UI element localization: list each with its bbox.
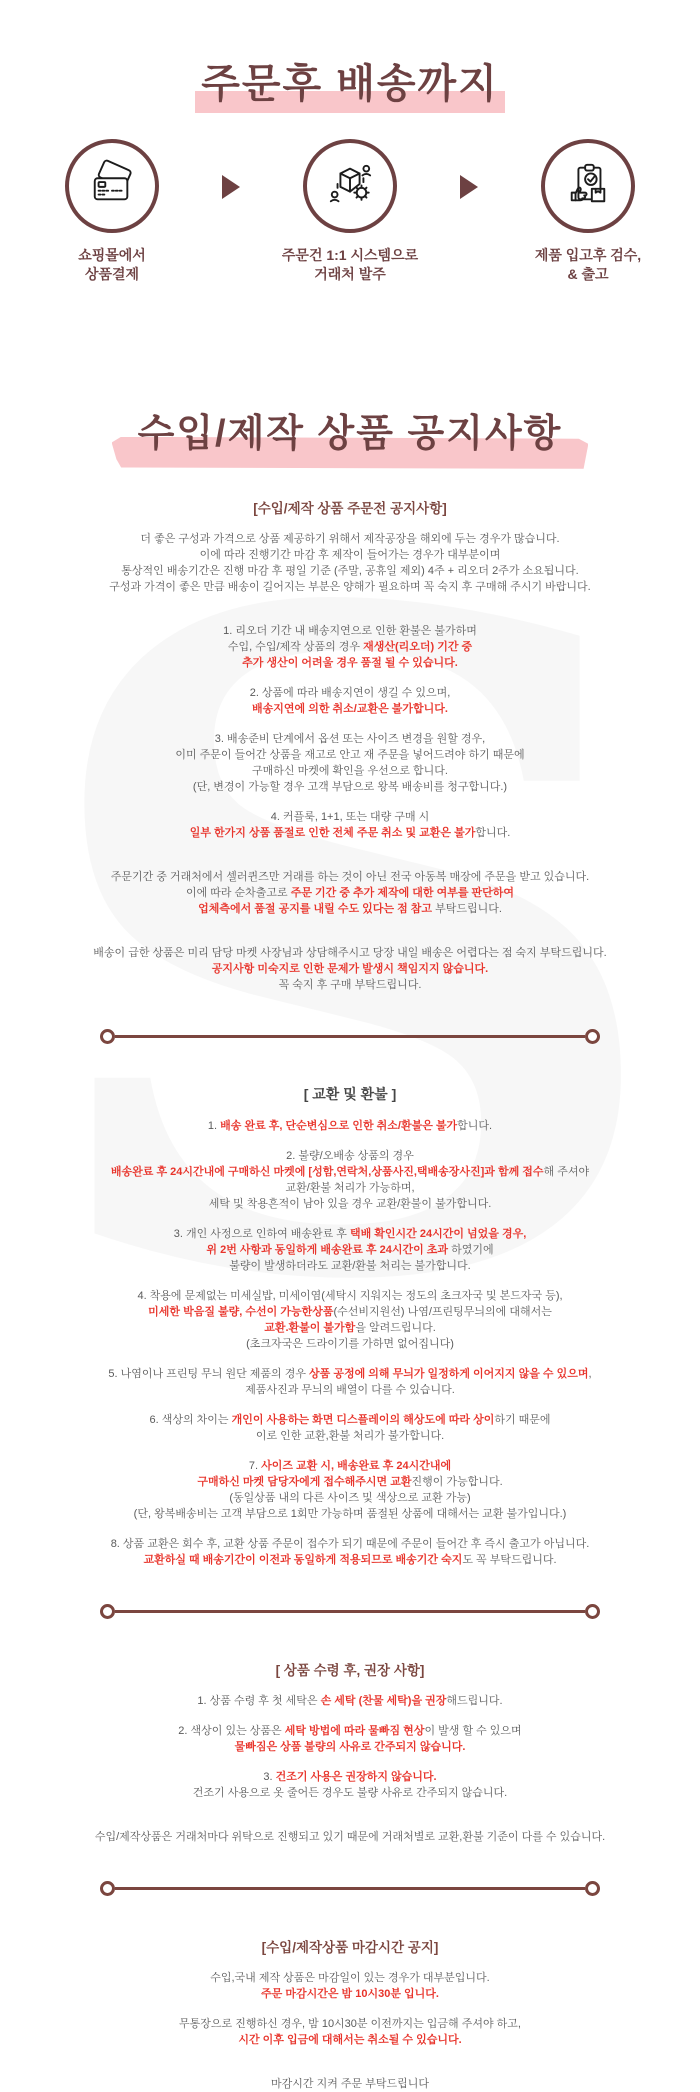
divider-ring-icon [100,1029,115,1044]
body-text: 해드립니다. [446,1694,503,1707]
notice-line [0,579,700,595]
body-text: 교환/환불 처리가 가능하며, [285,1181,415,1194]
notice-paragraph [0,1458,700,1522]
emphasis-text: 상품 공정에 의해 무늬가 일정하게 이어지지 않을 수 있으며 [309,1367,589,1380]
step-circle [541,139,635,233]
notice-paragraph [0,1412,700,1444]
notice-line [0,1986,700,2002]
notice-line [0,869,700,885]
body-text: 하기 때문에 [494,1413,551,1426]
notice-line [0,977,700,993]
body-text: 합니다. [475,826,511,839]
notice-paragraph [0,731,700,795]
body-text: 불량이 발생하더라도 교환/환불 처리는 불가합니다. [229,1259,471,1272]
body-text: 진행이 가능합니다. [411,1475,503,1488]
notice-line [0,1226,700,1242]
notice-line [0,731,700,747]
section-divider [100,1881,600,1896]
order-system-icon [327,161,373,212]
notice-line [0,945,700,961]
notice-line [0,825,700,841]
body-text: 이로 인한 교환,환불 처리가 불가합니다. [255,1429,445,1442]
body-text: 1. 상품 수령 후 첫 세탁은 [197,1694,321,1707]
emphasis-text: 주문 기간 중 추가 제작에 대한 여부를 판단하여 [290,886,515,899]
credit-card-icon [89,161,135,212]
body-text: , [588,1367,592,1380]
body-text: 5. 나염이나 프린팅 무늬 원단 제품의 경우 [108,1367,310,1380]
body-text: 3. 배송준비 단계에서 옵션 또는 사이즈 변경을 원할 경우, [214,732,486,745]
arrow-right-icon [460,175,478,199]
notice-paragraph [0,531,700,595]
arrow-right-icon [222,175,240,199]
notice-line [0,1970,700,1986]
notice-line [0,1148,700,1164]
notice-line [0,1474,700,1490]
notice-line [0,1769,700,1785]
emphasis-text: 세탁 방법에 따라 물빠짐 현상 [284,1724,425,1737]
step-label-line2: & 출고 [567,265,609,282]
notice-line [0,1428,700,1444]
body-text: 배송이 급한 상품은 미리 담당 마켓 사장님과 상담해주시고 당장 내일 배송은 어렵다는 점 숙지 부탁드립니다. [93,946,607,959]
body-text: 하였기에 [448,1243,494,1256]
section-divider [100,1029,600,1044]
notice-line [0,747,700,763]
emphasis-text: 위 2번 사항과 동일하게 배송완료 후 24시간이 초과 [206,1243,449,1256]
notice-paragraph [0,2076,700,2092]
notice-line [0,701,700,717]
notice-blocks [0,497,700,2092]
notice-paragraph [0,1693,700,1709]
notice-line [0,1458,700,1474]
body-text: 3. 개인 사정으로 인하여 배송완료 후 [173,1227,350,1240]
section-header: [수입/제작 상품 주문전 공지사항] [253,500,447,516]
notice-line [0,1552,700,1568]
notice-line [0,2016,700,2032]
emphasis-text: 주문 마감시간은 밤 10시30분 입니다. [261,1987,439,2000]
section-header: [ 교환 및 환불 ] [303,1085,397,1102]
emphasis-text: 배송지연에 의한 취소/교환은 불가합니다. [252,702,448,715]
notice-line [0,1118,700,1134]
notice-line [0,655,700,671]
notice-paragraph [0,685,700,717]
step-label-line2: 거래처 발주 [314,265,386,282]
step-label [504,246,672,284]
notice-line [0,1366,700,1382]
body-text: 건조기 사용으로 옷 줄어든 경우도 불량 사유로 간주되지 않습니다. [192,1786,508,1799]
emphasis-text: 택배 확인시간 24시간이 넘었을 경우, [350,1227,527,1240]
body-text: 제품사진과 무늬의 배열이 다를 수 있습니다. [245,1383,455,1396]
body-text: 통상적인 배송기간은 진행 마감 후 평일 기준 (주말, 공휴일 제외) 4주 + 리오더 2주가 소요됩니다. [121,564,579,577]
notice-paragraph [0,1536,700,1568]
process-steps [0,139,700,284]
section-header: [ 상품 수령 후, 권장 사항] [275,1662,425,1678]
body-text: 구성과 가격이 좋은 만큼 배송이 길어지는 부분은 양해가 필요하며 꼭 숙지 후 구매해 주시기 바랍니다. [109,580,591,593]
divider-line [115,1610,585,1613]
step-label-line1: 주문건 1:1 시스템으로 [281,247,419,263]
divider-line [115,1887,585,1890]
notice-paragraph [0,1829,700,1845]
notice-line [0,1164,700,1180]
notice-line [0,1739,700,1755]
body-text: (단, 변경이 가능할 경우 고객 부담으로 왕복 배송비를 청구합니다.) [192,780,508,793]
body-text: 4. 커플룩, 1+1, 또는 대량 구매 시 [270,810,430,823]
notice-paragraph [0,1118,700,1134]
body-text: 부탁드립니다. [432,902,502,915]
notice-line [0,901,700,917]
notice-line [0,1258,700,1274]
emphasis-text: 일부 한가지 상품 품절로 인한 전체 주문 취소 및 교환은 불가 [189,826,476,839]
emphasis-text: 배송 완료 후, 단순변심으로 인한 취소/환불은 불가 [220,1119,458,1132]
notice-paragraph [0,1226,700,1274]
inspection-shipping-icon [565,161,611,212]
body-text: 이미 주문이 들어간 상품을 재고로 안고 재 주문을 넣어드려야 하기 때문에 [175,748,525,761]
section-divider [100,1604,600,1619]
body-text: 이에 따라 순차출고로 [185,886,291,899]
notice-line [0,885,700,901]
notice-line [0,1288,700,1304]
title1-row [0,0,700,109]
notice-paragraph [0,945,700,993]
body-text: (초크자국은 드라이기를 가하면 없어집니다) [246,1337,454,1350]
body-text: 무통장으로 진행하신 경우, 밤 10시30분 이전까지는 입금해 주셔야 하고, [179,2017,521,2030]
emphasis-text: 교환.환불이 불가함 [264,1321,356,1334]
notice-paragraph [0,623,700,671]
body-text: 주문기간 중 거래처에서 셀러퀸즈만 거래를 하는 것이 아닌 전국 아동복 매장에 주문을 받고 있습니다. [110,870,590,883]
step-circle [65,139,159,233]
emphasis-text: 추가 생산이 어려울 경우 품절 될 수 있습니다. [242,656,458,669]
divider-ring-icon [100,1881,115,1896]
notice-line [0,1304,700,1320]
notice-line [0,531,700,547]
divider-ring-icon [585,1029,600,1044]
section-title [138,402,563,457]
notice-paragraph [0,1970,700,2002]
step-circle [303,139,397,233]
step-label [266,246,434,284]
body-text: 도 꼭 부탁드립니다. [462,1553,557,1566]
divider-ring-icon [585,1881,600,1896]
notice-line [0,1536,700,1552]
body-text: 수입,국내 제작 상품은 마감일이 있는 경우가 대부분입니다. [210,1971,490,1984]
body-text: 해 주셔야 [543,1165,590,1178]
step-label-line1: 제품 입고후 검수, [534,247,642,263]
notice-line [0,2032,700,2048]
notice-paragraph [0,1148,700,1212]
body-text: 2. 색상이 있는 상품은 [178,1724,285,1737]
notice-paragraph [0,1769,700,1801]
body-text: 6. 색상의 차이는 [149,1413,232,1426]
body-text: 합니다. [457,1119,493,1132]
body-text: 1. [207,1119,221,1132]
notice-line [0,685,700,701]
body-text: (동일상품 내의 다른 사이즈 및 색상으로 교환 가능) [229,1491,471,1504]
body-text: 2. 불량/오배송 상품의 경우 [286,1149,414,1162]
section-title-text: 수입/제작 상품 공지사항 [137,412,563,455]
notice-paragraph [0,809,700,841]
page-title [201,52,499,109]
notice-line [0,639,700,655]
notice-line [0,1382,700,1398]
notice-line [0,1196,700,1212]
notice-paragraph [0,869,700,917]
body-text: (단, 왕복배송비는 고객 부담으로 1회만 가능하며 품절된 상품에 대해서는 교환 불가입니다.) [133,1507,567,1520]
step-label-line1: 쇼핑몰에서 [78,247,146,263]
step-inspection [504,139,672,284]
divider-ring-icon [585,1604,600,1619]
section-header: [수입/제작상품 마감시간 공지] [261,1939,439,1955]
body-text: 이 발생 할 수 있으며 [424,1724,522,1737]
emphasis-text: 개인이 사용하는 화면 디스플레이의 해상도에 따라 상이 [231,1413,495,1426]
notice-line [0,1490,700,1506]
body-text: 을 알려드립니다. [355,1321,436,1334]
notice-line [0,547,700,563]
emphasis-text: 공지사항 미숙지로 인한 문제가 발생시 책임지지 않습니다. [211,962,489,975]
body-text: 구매하신 마켓에 확인을 우선으로 합니다. [252,764,448,777]
emphasis-text: 교환하실 때 배송기간이 이전과 동일하게 적용되므로 배송기간 숙지 [143,1553,463,1566]
emphasis-text: 업체측에서 품절 공지를 내릴 수도 있다는 점 참고 [198,902,433,915]
body-text: 세탁 및 착용흔적이 남아 있을 경우 교환/환불이 불가합니다. [208,1197,492,1210]
notice-line [0,1723,700,1739]
notice-line [0,1693,700,1709]
body-text: 수입/제작상품은 거래처마다 위탁으로 진행되고 있기 때문에 거래처별로 교환,환불 기준이 다를 수 있습니다. [94,1830,606,1843]
emphasis-text: 물빠짐은 상품 불량의 사유로 간주되지 않습니다. [234,1740,466,1753]
notice-paragraph [0,2016,700,2048]
body-text: 3. [263,1770,276,1783]
body-text: (수선비지원선) 나염/프린팅무늬의에 대해서는 [333,1305,552,1318]
emphasis-text: 손 세탁 (찬물 세탁)을 권장 [320,1694,447,1707]
notice-line [0,961,700,977]
body-text: 1. 리오더 기간 내 배송지연으로 인한 환불은 불가하며 [223,624,477,637]
notice-line [0,763,700,779]
notice-paragraph [0,1288,700,1352]
emphasis-text: 재생산(리오더) 기간 중 [363,640,473,653]
divider-line [115,1035,585,1038]
notice-line [0,1180,700,1196]
emphasis-text: 시간 이후 입금에 대해서는 취소될 수 있습니다. [238,2033,462,2046]
notice-line [0,1829,700,1845]
emphasis-text: 배송완료 후 24시간내에 구매하신 마켓에 [성함,연락처,상품사진,택배송장사진]과 함께 접수 [110,1165,544,1178]
step-payment [28,139,196,284]
body-text: 꼭 숙지 후 구매 부탁드립니다. [278,978,422,991]
step-label-line2: 상품결제 [84,265,140,282]
notice-line [0,1785,700,1801]
notice-line [0,1320,700,1336]
body-text: 수입, 수입/제작 상품의 경우 [227,640,364,653]
notice-line [0,563,700,579]
step-order-system [266,139,434,284]
notice-line [0,809,700,825]
emphasis-text: 사이즈 교환 시, 배송완료 후 24시간내에 [261,1459,452,1472]
body-text: 이에 따라 진행기간 마감 후 제작이 들어가는 경우가 대부분이며 [199,548,501,561]
body-text: 4. 착용에 문제없는 미세실밥, 미세이염(세탁시 지워지는 정도의 초크자국 및 본드자국 등), [137,1289,563,1302]
body-text: 2. 상품에 따라 배송지연이 생길 수 있으며, [249,686,451,699]
emphasis-text: 미세한 박음질 불량, 수선이 가능한상품 [148,1305,334,1318]
body-text: 7. [248,1459,262,1472]
divider-ring-icon [100,1604,115,1619]
emphasis-text: 건조기 사용은 권장하지 않습니다. [275,1770,437,1783]
notice-line [0,779,700,795]
emphasis-text: 구매하신 마켓 담당자에게 접수해주시면 교환 [197,1475,412,1488]
body-text: 더 좋은 구성과 가격으로 상품 제공하기 위해서 제작공장을 해외에 두는 경우가 많습니다. [140,532,560,545]
notice-line [0,2076,700,2092]
notice-line [0,623,700,639]
body-text: 마감시간 지켜 주문 부탁드립니다 [271,2077,429,2090]
page-title-text: 주문후 배송까지 [201,62,499,106]
body-text: 8. 상품 교환은 회수 후, 교환 상품 주문이 접수가 되기 때문에 주문이 들어간 후 즉시 출고가 아닙니다. [110,1537,590,1550]
notice-line [0,1412,700,1428]
notice-paragraph [0,1366,700,1398]
notice-line [0,1506,700,1522]
title2-row [0,284,700,457]
notice-line [0,1336,700,1352]
notice-line [0,1242,700,1258]
step-label [28,246,196,284]
notice-paragraph [0,1723,700,1755]
